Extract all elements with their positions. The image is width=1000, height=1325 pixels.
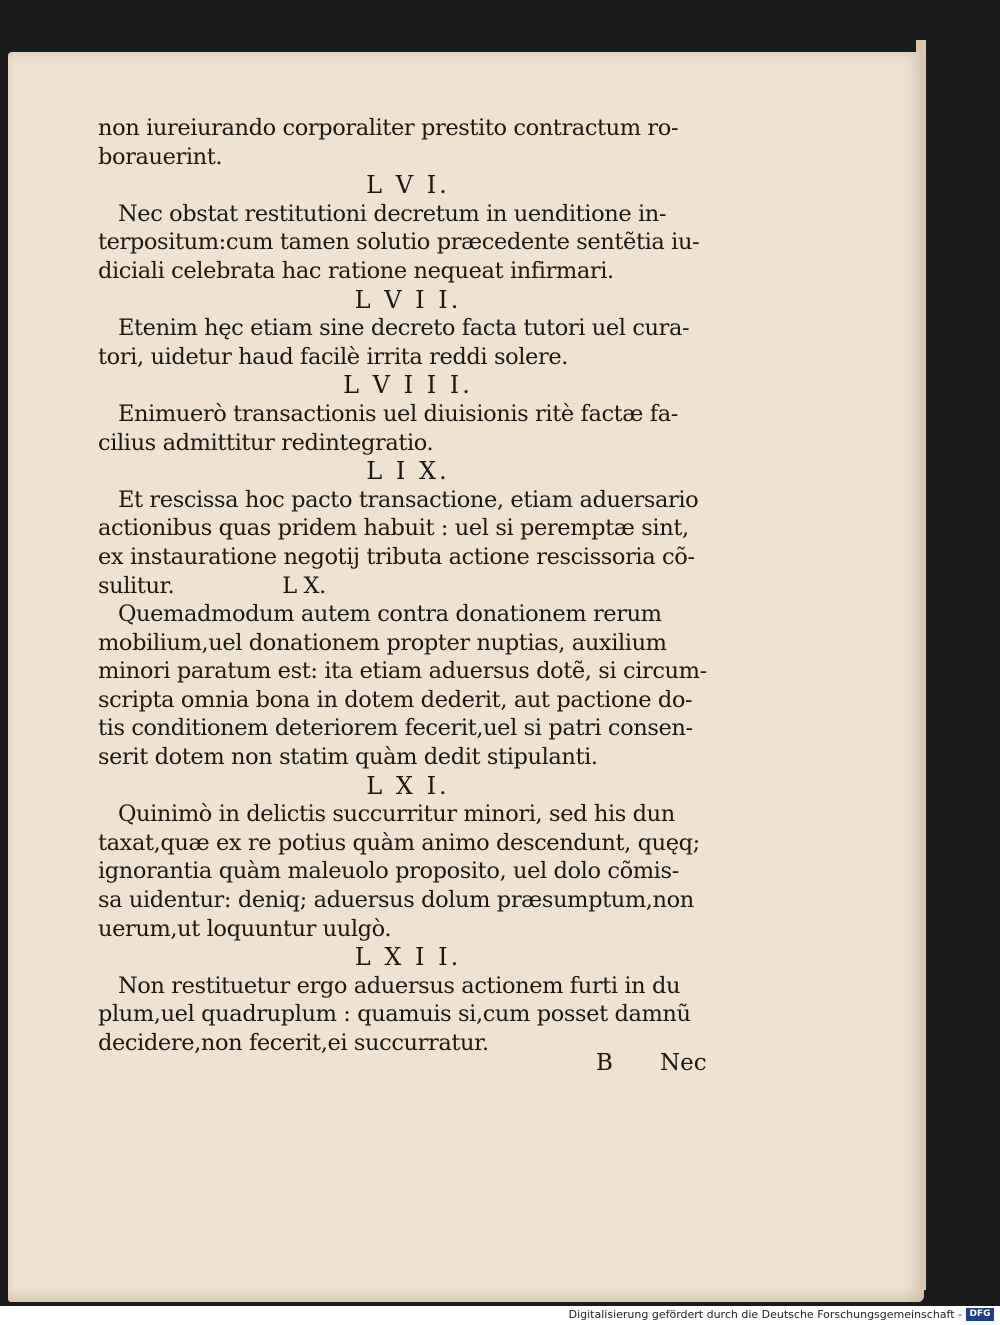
text-line: sulitur. L X. xyxy=(98,572,326,599)
section-heading: L I X. xyxy=(366,457,450,486)
text-line: Etenim hęc etiam sine decreto facta tutori uel cura- xyxy=(118,315,690,342)
text-line: serit dotem non statim quàm dedit stipulanti. xyxy=(98,744,598,771)
text-line: Quemadmodum autem contra donationem rerum xyxy=(118,601,662,628)
section-heading: L X I. xyxy=(366,771,450,800)
text-line: borauerint. xyxy=(98,143,223,170)
text-line: tori, uidetur haud facilè irrita reddi solere. xyxy=(98,343,569,370)
catchword: Nec xyxy=(660,1050,707,1076)
text-line: Et rescissa hoc pacto transactione, etiam aduersario xyxy=(118,486,699,513)
text-line: Enimuerò transactionis uel diuisionis ritè factæ fa- xyxy=(118,400,678,427)
section-heading: L V I. xyxy=(366,171,450,200)
text-line: Non restituetur ergo aduersus actionem furti in du xyxy=(118,972,681,999)
section-heading: L V I I I. xyxy=(343,371,473,400)
text-line: Nec obstat restitutioni decretum in uenditione in- xyxy=(118,200,667,227)
dfg-logo-icon: DFG xyxy=(966,1308,994,1321)
signature-mark: B xyxy=(596,1050,613,1076)
text-line: ignorantia quàm maleuolo proposito, uel dolo cõmis- xyxy=(98,858,679,885)
section-heading: L V I I. xyxy=(354,285,462,314)
footer-bar xyxy=(0,1306,1000,1325)
text-line: mobilium,uel donationem propter nuptias, auxilium xyxy=(98,629,667,656)
text-line: Quinimò in delictis succurritur minori, sed his dun xyxy=(118,801,675,828)
text-line: non iureiurando corporaliter prestito contractum ro- xyxy=(98,115,679,141)
text-line: cilius admittitur redintegratio. xyxy=(98,429,434,456)
text-line: plum,uel quadruplum : quamuis si,cum posset damnũ xyxy=(98,1001,691,1028)
text-line: uerum,ut loquuntur uulgò. xyxy=(98,915,392,942)
text-line: diciali celebrata hac ratione nequeat infirmari. xyxy=(98,257,614,284)
page-text xyxy=(98,114,718,1058)
section-heading: L X I I. xyxy=(354,943,462,972)
text-line: terpositum:cum tamen solutio præcedente sentẽtia iu- xyxy=(98,229,700,256)
text-line: taxat,quæ ex re potius quàm animo descendunt, quęq; xyxy=(98,829,700,856)
text-line: sa uidentur: deniq; aduersus dolum præsumptum,non xyxy=(98,887,694,914)
text-line: actionibus quas pridem habuit : uel si peremptæ sint, xyxy=(98,515,689,542)
funding-credit: Digitalisierung gefördert durch die Deutsche Forschungsgemeinschaft - xyxy=(568,1308,962,1321)
text-line: tis conditionem deteriorem fecerit,uel si patri consen- xyxy=(98,715,693,742)
text-line: scripta omnia bona in dotem dederit, aut pactione do- xyxy=(98,686,693,713)
text-line: decidere,non fecerit,ei succurratur. xyxy=(98,1030,489,1056)
text-line: ex instauratione negotij tributa actione rescissoria cõ- xyxy=(98,543,695,570)
text-line: minori paratum est: ita etiam aduersus dotẽ, si circum- xyxy=(98,658,707,685)
